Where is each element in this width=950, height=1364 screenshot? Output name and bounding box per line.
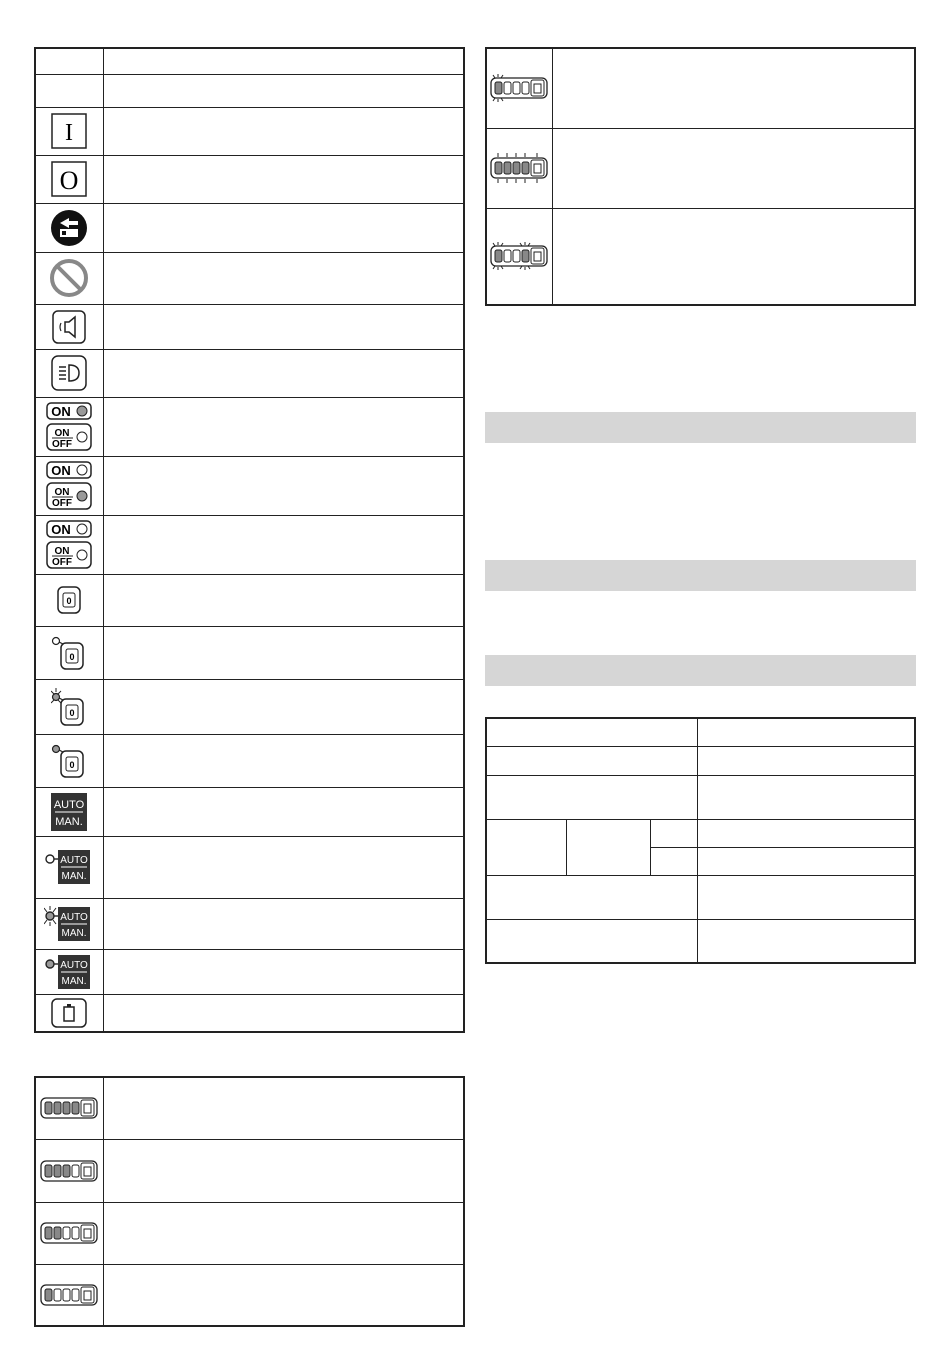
- table-row: [486, 128, 915, 208]
- row-description: [103, 949, 464, 994]
- spec-label: [486, 746, 697, 775]
- row-description: [103, 679, 464, 734]
- power-off-icon: [51, 161, 87, 197]
- table-row: [486, 48, 915, 128]
- table-row: [486, 746, 915, 775]
- row-description: [552, 48, 915, 128]
- table-row: [35, 456, 464, 515]
- row-description: [103, 626, 464, 679]
- header-cell-description: [103, 48, 464, 74]
- onoff-on-label: ON: [54, 545, 70, 557]
- table-row: [35, 1139, 464, 1202]
- spec-label: [486, 875, 697, 919]
- table-row: [35, 679, 464, 734]
- battery-level-table: [34, 1076, 465, 1327]
- headlight-button-icon: [51, 355, 87, 391]
- table-row: [35, 107, 464, 155]
- power-off-glyph: O: [59, 166, 79, 195]
- row-description: [103, 574, 464, 626]
- row-description: [103, 397, 464, 456]
- onoff-off-label: OFF: [52, 556, 73, 568]
- table-row: [35, 994, 464, 1032]
- spec-sublabel: [566, 819, 650, 875]
- on-label: ON: [51, 521, 71, 537]
- row-description: [103, 1139, 464, 1202]
- row-description: [103, 456, 464, 515]
- spec-value: [697, 746, 915, 775]
- spec-label: [486, 775, 697, 819]
- row-description: [103, 1077, 464, 1139]
- table-row: [35, 836, 464, 898]
- row-description: [103, 515, 464, 574]
- table-row: [35, 1077, 464, 1139]
- table-row: [35, 626, 464, 679]
- spec-value: [697, 919, 915, 963]
- battery-level-1-icon: [40, 1284, 98, 1306]
- onoff-on-label: ON: [54, 427, 70, 439]
- table-row: [35, 203, 464, 252]
- section-header-bar: [485, 412, 916, 443]
- auto-label: AUTO: [60, 855, 89, 866]
- row-description: [103, 1264, 464, 1326]
- section-header-bar: [485, 560, 916, 591]
- zero-button-led-on-icon: [51, 743, 87, 779]
- on-off-indicator-icon: [46, 519, 92, 571]
- table-row: [35, 515, 464, 574]
- battery-blink-table: [485, 47, 916, 306]
- spec-label: [486, 819, 566, 875]
- spec-value: [697, 718, 915, 746]
- spec-value: [697, 819, 915, 847]
- table-row: [35, 252, 464, 304]
- read-manual-icon: [50, 209, 88, 247]
- on-label: ON: [51, 462, 71, 478]
- table-row: [35, 155, 464, 203]
- symbol-table: [34, 47, 465, 1033]
- table-row: [35, 574, 464, 626]
- auto-man-led-off-icon: [44, 849, 94, 885]
- onoff-off-label: OFF: [52, 438, 73, 450]
- spec-unit: [650, 847, 697, 875]
- battery-level-1-blink-icon: [490, 73, 548, 103]
- table-row: [35, 787, 464, 836]
- row-description: [103, 734, 464, 787]
- blank-icon-cell: [35, 74, 103, 107]
- zero-button-icon: [51, 583, 87, 617]
- zero-glyph: 0: [69, 707, 75, 718]
- table-row: [35, 1202, 464, 1264]
- auto-label: AUTO: [60, 959, 89, 971]
- prohibited-icon: [49, 258, 89, 298]
- auto-man-led-blink-icon: [44, 904, 94, 944]
- row-description: [103, 304, 464, 349]
- zero-glyph: 0: [69, 651, 75, 662]
- table-row: [35, 1264, 464, 1326]
- spec-label: [486, 919, 697, 963]
- man-label: MAN.: [55, 815, 83, 828]
- power-on-glyph: I: [65, 120, 74, 146]
- table-row: [35, 734, 464, 787]
- auto-label: AUTO: [54, 798, 85, 811]
- row-description: [103, 107, 464, 155]
- table-row: [486, 875, 915, 919]
- row-description: [103, 155, 464, 203]
- table-row: [486, 208, 915, 305]
- table-row: [35, 397, 464, 456]
- row-description: [103, 898, 464, 949]
- battery-icon: [51, 998, 87, 1028]
- table-header-row: [35, 48, 464, 74]
- table-row: [35, 898, 464, 949]
- row-description: [103, 203, 464, 252]
- table-row: [35, 304, 464, 349]
- man-label: MAN.: [61, 871, 87, 882]
- zero-button-led-blink-icon: [51, 687, 87, 727]
- onoff-off-label: OFF: [52, 497, 73, 509]
- spec-unit: [650, 819, 697, 847]
- spec-value: [697, 775, 915, 819]
- row-description: [103, 994, 464, 1032]
- spec-label: [486, 718, 697, 746]
- row-description: [103, 252, 464, 304]
- battery-level-2-icon: [40, 1222, 98, 1244]
- power-on-icon: [51, 113, 87, 149]
- table-row: [486, 718, 915, 746]
- man-label: MAN.: [61, 927, 87, 939]
- table-row: [486, 775, 915, 819]
- battery-ends-blink-icon: [490, 241, 548, 271]
- header-cell-symbol: [35, 48, 103, 74]
- row-description: [103, 74, 464, 107]
- man-label: MAN.: [61, 975, 87, 987]
- row-description: [103, 349, 464, 397]
- on-off-indicator-icon: [46, 460, 92, 512]
- table-row: [486, 919, 915, 963]
- zero-button-led-off-icon: [51, 635, 87, 671]
- row-description: [103, 1202, 464, 1264]
- specification-table: [485, 717, 916, 964]
- section-header-bar: [485, 655, 916, 686]
- horn-button-icon: [52, 310, 86, 344]
- auto-label: AUTO: [60, 911, 89, 923]
- row-description: [552, 128, 915, 208]
- table-row: [35, 349, 464, 397]
- battery-level-3-icon: [40, 1160, 98, 1182]
- on-label: ON: [51, 403, 71, 419]
- zero-glyph: 0: [66, 596, 72, 606]
- auto-man-button-icon: [49, 792, 89, 832]
- row-description: [552, 208, 915, 305]
- row-description: [103, 836, 464, 898]
- spec-value: [697, 875, 915, 919]
- row-description: [103, 787, 464, 836]
- on-off-indicator-icon: [46, 401, 92, 453]
- spec-value: [697, 847, 915, 875]
- battery-all-blink-icon: [490, 153, 548, 183]
- battery-level-4-icon: [40, 1097, 98, 1119]
- zero-glyph: 0: [69, 759, 75, 770]
- table-row: [35, 74, 464, 107]
- table-row: [486, 819, 915, 847]
- onoff-on-label: ON: [54, 486, 70, 498]
- auto-man-led-on-icon: [44, 954, 94, 990]
- table-row: [35, 949, 464, 994]
